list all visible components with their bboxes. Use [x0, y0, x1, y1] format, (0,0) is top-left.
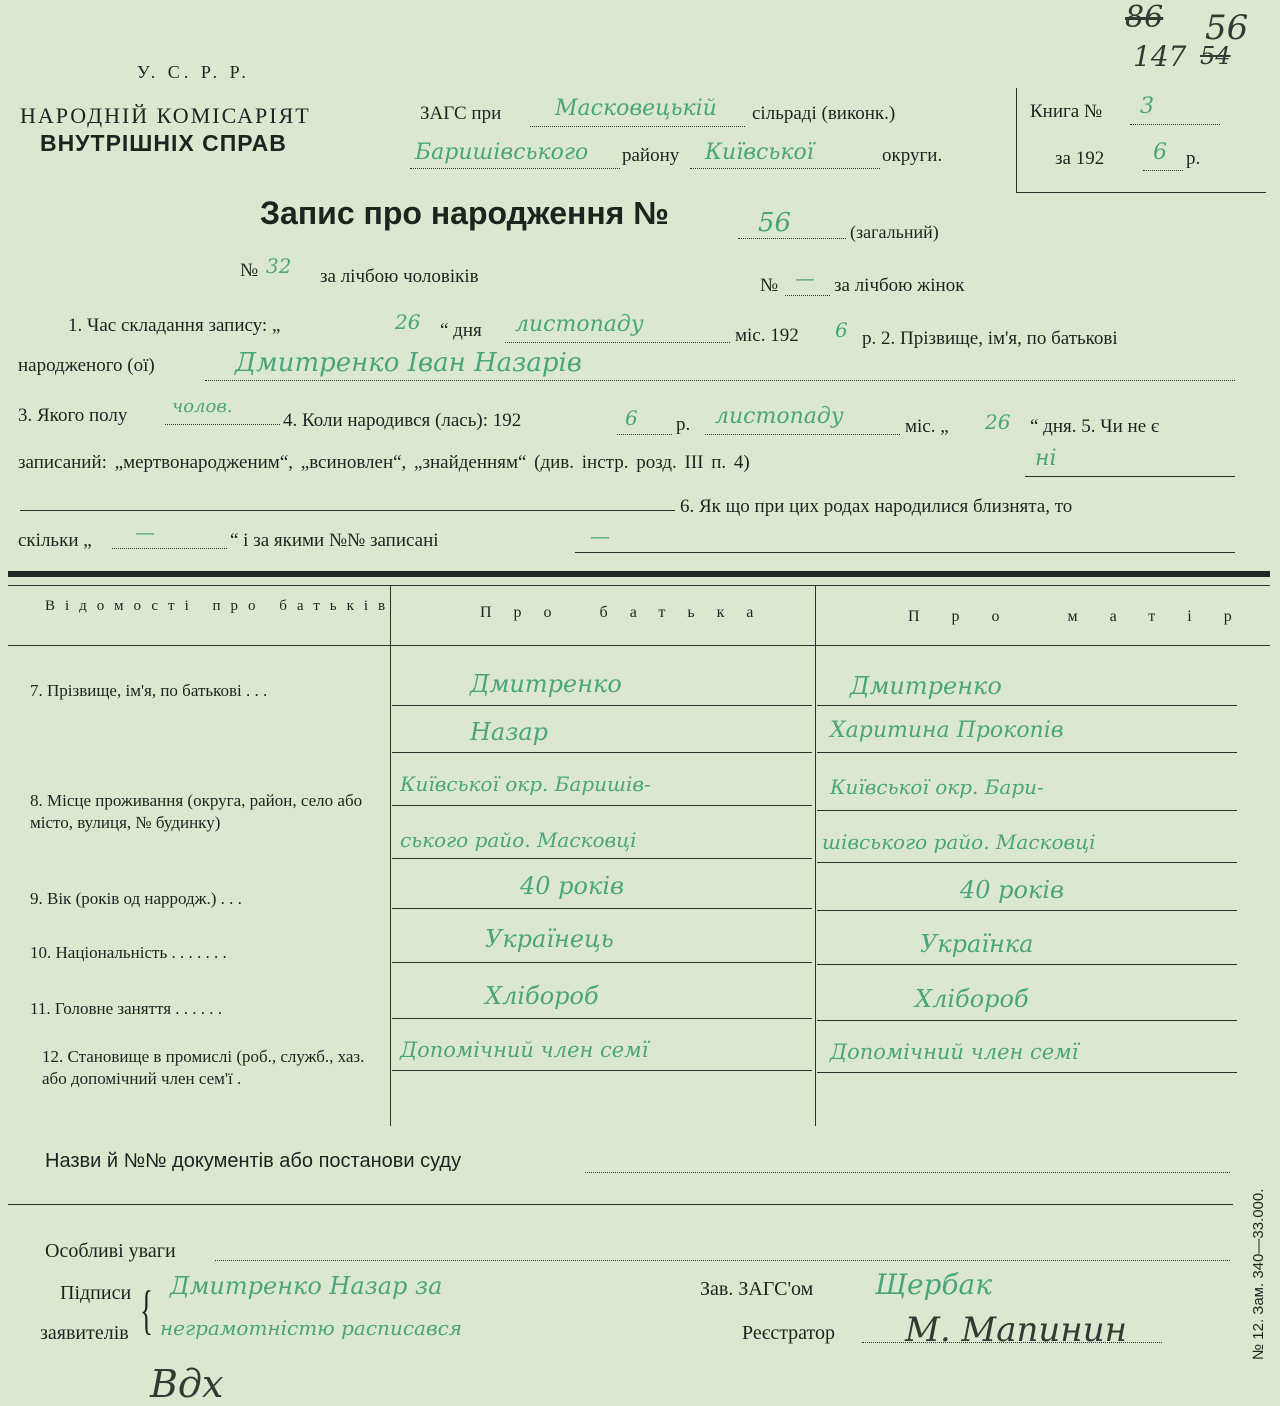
father-name: Назар — [470, 718, 548, 746]
table-top-rule — [8, 571, 1270, 577]
mother-status: Допомічний член семї — [830, 1040, 1079, 1064]
signers-label-2: заявителів — [40, 1322, 129, 1344]
registrar-value: М. Мапинин — [905, 1310, 1127, 1350]
archive-number: 147 — [1133, 40, 1187, 73]
column-header-parents: Відомості про батьків — [45, 598, 396, 614]
row-label-occupation: 11. Головне заняття . . . . . . — [30, 999, 223, 1018]
q1-label: 1. Час складання запису: „ — [68, 315, 281, 336]
row-label-nationality: 10. Національність . . . . . . . — [30, 943, 227, 962]
q3-label: 3. Якого полу — [18, 405, 128, 426]
q6-nums-label: “ і за якими №№ записані — [230, 530, 439, 551]
row-label-age: 9. Вік (років од нарродж.) . . . — [30, 889, 242, 908]
zags-suffix: сільраді (виконк.) — [752, 103, 896, 124]
q6-label: 6. Як що при цих родах народилися близнята, то — [680, 496, 1073, 517]
zags-village: Масковецькій — [555, 96, 717, 121]
women-number: — — [795, 266, 815, 290]
column-header-mother: Про матір — [908, 608, 1264, 625]
q5-value: ні — [1035, 446, 1057, 471]
q4-day-suffix: “ дня. 5. Чи не є — [1030, 416, 1160, 437]
district-value: Баришівського — [415, 140, 589, 165]
head-value: Щербак — [875, 1268, 992, 1301]
q4-year-digit: 6 — [625, 406, 638, 430]
record-title: Запис про народження № — [260, 195, 669, 231]
commissariat-line1: НАРОДНІЙ КОМІСАРІЯТ — [20, 103, 311, 128]
q1-day-suffix: “ дня — [440, 320, 482, 341]
commissariat-line2: ВНУТРІШНІХ СПРАВ — [40, 130, 287, 156]
men-number: 32 — [266, 254, 292, 278]
q1-day: 26 — [395, 310, 421, 334]
row-label-residence: 8. Місце проживання (округа, район, село або місто, вулиця, № будинку) — [30, 791, 363, 832]
head-label: Зав. ЗАГС'ом — [700, 1278, 814, 1300]
q4-label: 4. Коли народився (лась): 192 — [283, 410, 522, 431]
row-label-status: 12. Становище в промислі (роб., служб., хаз. або допомічний член сем'ї . — [42, 1047, 365, 1088]
mother-age: 40 років — [960, 876, 1064, 904]
okrug-label: округи. — [882, 145, 943, 166]
father-residence-2: ського райо. Масковці — [400, 828, 637, 852]
mother-surname: Дмитренко — [850, 672, 1002, 700]
mother-name: Харитина Прокопів — [830, 718, 1064, 743]
father-status: Допомічний член семї — [400, 1038, 649, 1062]
signers-brace: { — [140, 1280, 153, 1340]
q1-year-suffix: р. 2. Прізвище, ім'я, по батькові — [862, 328, 1118, 349]
q2-value: Дмитренко Іван Назарів — [235, 348, 582, 378]
signer-value-1: Дмитренко Назар за — [170, 1272, 443, 1300]
district-label: району — [622, 145, 680, 166]
notes-label: Особливі уваги — [45, 1240, 176, 1262]
book-number: 3 — [1140, 94, 1154, 119]
father-occupation: Хлібороб — [485, 982, 599, 1010]
q1-year-digit: 6 — [835, 318, 848, 342]
okrug-value: Київської — [705, 140, 814, 165]
q6-count-label: скільки „ — [18, 530, 92, 551]
q1-month: листопаду — [515, 312, 644, 337]
mother-residence-1: Київської окр. Бари- — [830, 775, 1044, 799]
archive-page-number: 56 — [1205, 8, 1249, 48]
ussr-heading: У. С. Р. Р. — [137, 62, 250, 82]
q5-label: записаний: „мертвонародженим“, „всиновлен“, „знайденням“ (див. інстр. розд. III п. 4) — [18, 452, 750, 473]
bottom-scrawl: Вдх — [150, 1362, 224, 1406]
women-suffix: за лічбою жінок — [834, 275, 965, 296]
father-residence-1: Київської окр. Баришів- — [400, 772, 651, 796]
mother-occupation: Хлібороб — [915, 985, 1029, 1013]
print-mark: № 12. Зам. 340—33.000. — [1250, 1188, 1267, 1360]
women-prefix: № — [760, 275, 779, 296]
q6-nums-value: — — [590, 524, 610, 548]
father-surname: Дмитренко — [470, 670, 622, 698]
signers-label-1: Підписи — [60, 1282, 132, 1304]
q4-day: 26 — [985, 410, 1011, 434]
column-header-father: Про батька — [480, 604, 776, 621]
men-prefix: № — [240, 260, 259, 281]
signer-value-2: неграмотністю расписався — [160, 1316, 463, 1340]
docs-label: Назви й №№ документів або постанови суду — [45, 1150, 462, 1172]
zags-prefix: ЗАГС при — [420, 103, 502, 124]
men-suffix: за лічбою чоловіків — [320, 266, 479, 287]
record-number: 56 — [758, 208, 792, 238]
father-age: 40 років — [520, 872, 624, 900]
book-year-suffix: р. — [1186, 148, 1201, 169]
q4-month-suffix: міс. „ — [905, 416, 949, 437]
mother-residence-2: шівського райо. Масковці — [822, 830, 1096, 854]
q4-month: листопаду — [715, 404, 844, 429]
book-year-digit: 6 — [1153, 140, 1167, 165]
book-label: Книга № — [1030, 101, 1103, 122]
book-year-prefix: за 192 — [1055, 148, 1105, 169]
archive-page-number-old: 54 — [1200, 42, 1231, 70]
archive-number-old: 86 — [1125, 0, 1164, 35]
q6-count-value: — — [135, 520, 155, 544]
q4-year-suffix: р. — [676, 414, 691, 435]
row-label-name: 7. Прізвище, ім'я, по батькові . . . — [30, 681, 268, 700]
q3-value: чолов. — [172, 396, 233, 417]
mother-nationality: Українка — [920, 930, 1034, 958]
q2-label: народженого (ої) — [18, 355, 155, 376]
registrar-label: Реєстратор — [742, 1322, 836, 1344]
q1-month-suffix: міс. 192 — [735, 325, 799, 346]
father-nationality: Українець — [485, 925, 614, 953]
general-label: (загальний) — [850, 222, 939, 242]
